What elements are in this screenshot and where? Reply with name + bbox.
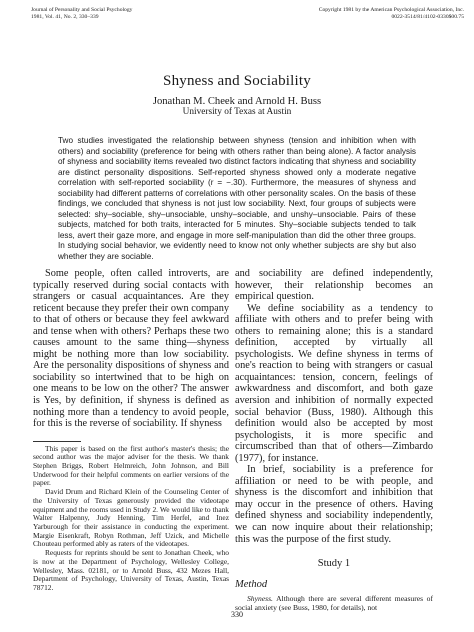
footnote-reprints: Requests for reprints should be sent to Jonathan Cheek, who is now at the Department of Psychology, Wellesley College, Wellesley, Mass. 02181, or to Arnold Buss, 432 Mezes Hall, Department of Psychology, University of Texas, Austin, Texas 78712.: [33, 548, 229, 592]
journal-citation: [31, 7, 132, 21]
summary-paragraph: In brief, sociability is a preference for affiliation or need to be with people, and shyness is the discomfort and inhibition that may occur in the presence of others. Having defined shyness and sociability independently, we can now inquire about their relationship; this was the purpose of the first study.: [235, 464, 433, 545]
journal-volume: 1981, Vol. 41, No. 2, 330–339: [31, 14, 99, 20]
issn-line: 0022-3514/81/4102-0330$00.75: [391, 14, 464, 20]
section-heading: Study 1: [317, 558, 351, 570]
continuation-paragraph: and sociability are defined independently, however, their relationship becomes an empirical question.: [235, 268, 433, 303]
left-column: [33, 268, 229, 593]
page-number: 330: [231, 610, 243, 619]
paper-title: Shyness and Sociability: [163, 73, 311, 89]
footnote-acknowledgments: David Drum and Richard Klein of the Counseling Center of the University of Texas generously provided the videotape equipment and the rooms used in Study 2. We would like to thank Walter Halpenny, Judy Henning, Tim Herfel, and Inez Yarburough for their assistance in conducting the experiment. Margie Eisenkraft, Robyn Rothman, Jeff Uzick, and Michelle Chouteau performed ably as raters of the videotapes.: [33, 487, 229, 549]
abstract: Two studies investigated the relationship between shyness (tension and inhibition when with others) and sociability (preference for being with others rather than being alone). A factor analysis of shyness and sociability items revealed two distinct factors indicating that shyness and sociability are distinct personality dispositions. Self-reported shyness showed only a moderate negative correlation with self-reported sociability (r = −.30). Furthermore, the measures of shyness and sociability had different patterns of correlations with other personality scales. On the basis of these findings, we concluded that shyness is not just low sociability. Next, four groups of subjects were selected: shy–sociable, shy–unsociable, unshy–sociable, and unshy–unsociable. Pairs of these subjects, matched for both traits, interacted for 5 minutes. Shy–sociable subjects tended to talk less, avert their gaze more, and engage in more self-manipulation than did the other three groups. In studying social behavior, we evidently need to know not only whether subjects are shy but also whether they are sociable.: [58, 136, 416, 261]
intro-paragraph: Some people, often called introverts, are typically reserved during social contacts with strangers or casual acquaintances. Are they reticent because they prefer their own company to that of others or because they feel awkward and tense when with others? Perhaps these two causes amount to the same thing—shyness might be nothing more than low sociability. Are the personality dispositions of shyness and sociability so intertwined that to be high on one means to be low on the other? The answer is Yes, by definition, if shyness is defined as nothing more than a tendency to avoid people, for this is the reverse of sociability. If shyness: [33, 268, 229, 430]
footnote-thesis: This paper is based on the first author's master's thesis; the second author was the major adviser for the thesis. We thank Stephen Briggs, Robert Helmreich, John Johnson, and Bill Underwood for their helpful comments on earlier versions of the paper.: [33, 443, 229, 488]
copyright-notice: [319, 7, 464, 21]
author-affiliation: University of Texas at Austin: [182, 107, 292, 117]
shyness-text: Although there are several different measures of social anxiety (see Buss, 1980, for details), not: [235, 594, 433, 613]
journal-name: Journal of Personality and Social Psychology: [31, 7, 133, 13]
right-column: [235, 268, 433, 612]
copyright-line: Copyright 1981 by the American Psychological Association, Inc.: [318, 7, 464, 13]
subsection-heading: Method: [235, 579, 268, 591]
shyness-run-in-heading: Shyness.: [247, 594, 273, 604]
footnote-divider: [33, 441, 81, 442]
author-names: Jonathan M. Cheek and Arnold H. Buss: [152, 96, 322, 107]
definitions-paragraph: We define sociability as a tendency to affiliate with others and to prefer being with others to remaining alone; this is a standard definition, accepted by virtually all psychologists. We define shyness in terms of one's reaction to being with strangers or casual acquaintances: tension, concern, feelings of awkwardness and discomfort, and both gaze aversion and inhibition of normally expected social behavior (Buss, 1980). Although this definition would also be accepted by most psychologists, it is more specific and circumscribed than that of others—Zimbardo (1977), for instance.: [235, 302, 433, 464]
